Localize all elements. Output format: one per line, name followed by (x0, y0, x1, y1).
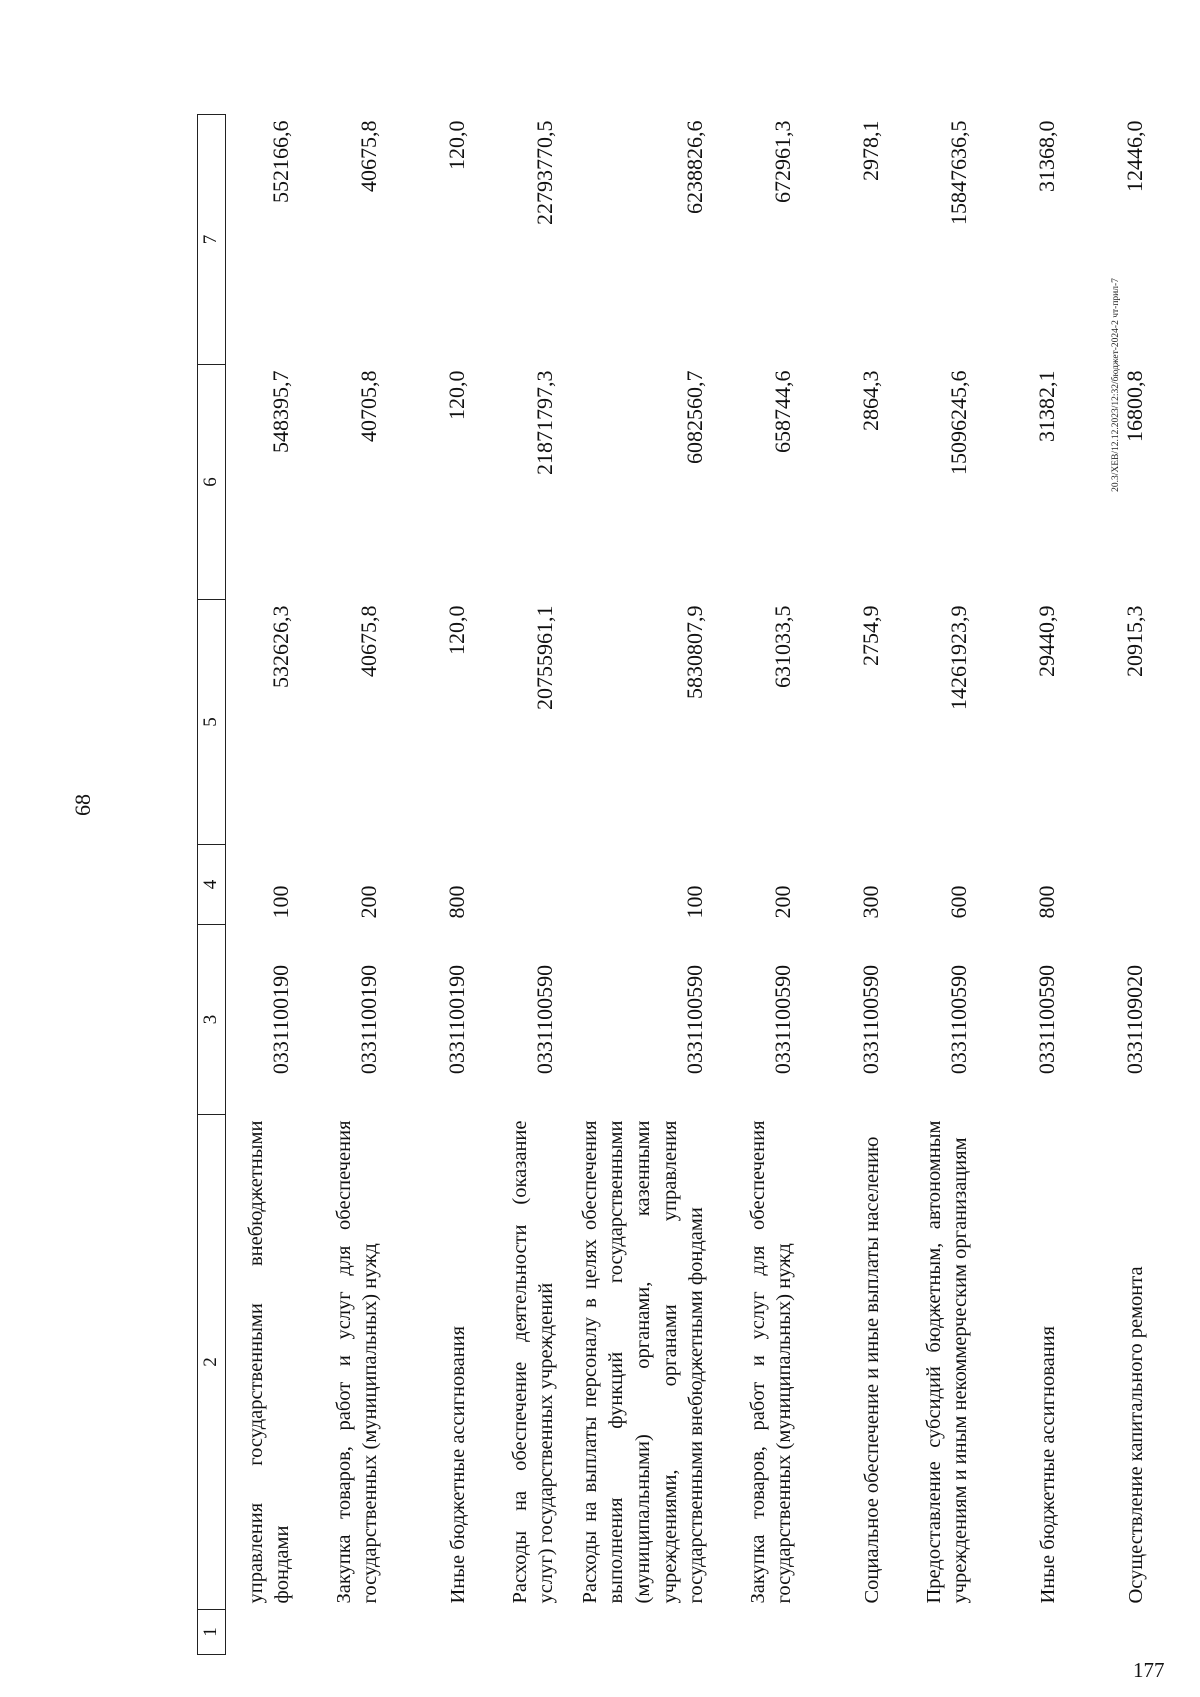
row-type: 300 (858, 885, 884, 919)
row-value-col7: 12446,0 (1122, 120, 1148, 192)
row-description: Социальное обеспечение и иные выплаты населению (861, 1136, 884, 1604)
table-row (710, 115, 798, 1655)
row-description: Закупка товаров, работ и услуг для обеспечения государственных (муниципальных) нужд (746, 1120, 796, 1604)
table-row (226, 115, 297, 1655)
row-value-col5: 2754,9 (858, 605, 884, 666)
row-description: Осуществление капитального ремонта (1125, 1266, 1148, 1604)
row-value-col5: 120,0 (444, 605, 470, 655)
row-code: 0331100190 (444, 964, 470, 1075)
table-row (974, 115, 1062, 1655)
row-code: 0331100590 (946, 964, 972, 1075)
row-value-col7: 120,0 (444, 120, 470, 170)
document-footer-code: 20.3/XEB/12.12.2023/12:32/бюджет-2024-2 чт-прил-7 (1111, 278, 1121, 492)
row-value-col5: 14261923,9 (946, 605, 972, 710)
row-value-col5: 40675,8 (356, 605, 382, 677)
scan-page-number: 177 (1133, 1658, 1165, 1682)
budget-table (197, 114, 1150, 1655)
header-col-4: 4 (198, 845, 226, 925)
row-value-col7: 22793770,5 (532, 120, 558, 225)
row-value-col6: 658744,6 (770, 370, 796, 453)
row-type: 100 (682, 885, 708, 919)
row-value-col6: 2864,3 (858, 370, 884, 431)
row-value-col7: 552166,6 (268, 120, 294, 203)
row-description: Расходы на обеспечение деятельности (оказание услуг) государственных учреждений (508, 1120, 558, 1604)
header-col-3: 3 (198, 925, 226, 1115)
header-col-2: 2 (198, 1115, 226, 1610)
row-value-col5: 20755961,1 (532, 605, 558, 710)
row-code: 0331100590 (770, 964, 796, 1075)
row-description: Расходы на выплаты персоналу в целях обеспечения выполнения функций государственными (муниципальными) органами, казенными учреждениями, органами управления государственными внебюджетными фондами (578, 1120, 708, 1604)
row-value-col7: 6238826,6 (682, 120, 708, 214)
row-value-col6: 16800,8 (1122, 370, 1148, 442)
row-value-col6: 40705,8 (356, 370, 382, 442)
row-type: 100 (268, 885, 294, 919)
table-row (886, 115, 974, 1655)
header-col-6: 6 (198, 365, 226, 600)
row-type: 800 (444, 885, 470, 919)
row-value-col7: 2978,1 (858, 120, 884, 181)
row-code: 0331109020 (1122, 964, 1148, 1075)
row-code: 0331100190 (268, 964, 294, 1075)
table-row (472, 115, 560, 1655)
header-row (198, 115, 226, 1655)
row-value-col7: 40675,8 (356, 120, 382, 192)
row-code: 0331100590 (682, 964, 708, 1075)
row-description: Иные бюджетные ассигнования (1037, 1325, 1060, 1604)
table-row (560, 115, 710, 1655)
header-col-7: 7 (198, 115, 226, 365)
table-row (798, 115, 886, 1655)
row-type: 600 (946, 885, 972, 919)
row-value-col6: 6082560,7 (682, 370, 708, 464)
row-type: 800 (1034, 885, 1060, 919)
row-value-col6: 31382,1 (1034, 370, 1060, 442)
header-col-1: 1 (198, 1610, 226, 1655)
row-description: Иные бюджетные ассигнования (447, 1325, 470, 1604)
table-row (1062, 115, 1150, 1655)
row-value-col7: 31368,0 (1034, 120, 1060, 192)
row-value-col7: 15847636,5 (946, 120, 972, 225)
row-description: Закупка товаров, работ и услуг для обеспечения государственных (муниципальных) нужд (332, 1120, 382, 1604)
row-value-col6: 15096245,6 (946, 370, 972, 475)
row-value-col5: 532626,3 (268, 605, 294, 688)
table-row (384, 115, 472, 1655)
row-value-col5: 631033,5 (770, 605, 796, 688)
row-value-col7: 672961,3 (770, 120, 796, 203)
header-col-5: 5 (198, 600, 226, 845)
row-code: 0331100590 (858, 964, 884, 1075)
row-code: 0331100590 (1034, 964, 1060, 1075)
row-type (472, 845, 560, 925)
row-type: 200 (356, 885, 382, 919)
row-value-col6: 120,0 (444, 370, 470, 420)
rotated-table-container (197, 115, 1147, 1655)
row-value-col5: 29440,9 (1034, 605, 1060, 677)
row-type: 200 (770, 885, 796, 919)
row-code: 0331100190 (356, 964, 382, 1075)
row-value-col6: 548395,7 (268, 370, 294, 453)
table-row (296, 115, 384, 1655)
row-value-col5: 5830807,9 (682, 605, 708, 699)
row-code: 0331100590 (532, 964, 558, 1075)
row-type (1062, 845, 1150, 925)
page-number: 68 (70, 794, 95, 816)
row-description: управления государственными внебюджетными фондами (244, 1120, 294, 1604)
row-description: Предоставление субсидий бюджетным, автономным учреждениям и иным некоммерческим организациям (922, 1120, 972, 1604)
row-value-col5: 20915,3 (1122, 605, 1148, 677)
row-value-col6: 21871797,3 (532, 370, 558, 475)
